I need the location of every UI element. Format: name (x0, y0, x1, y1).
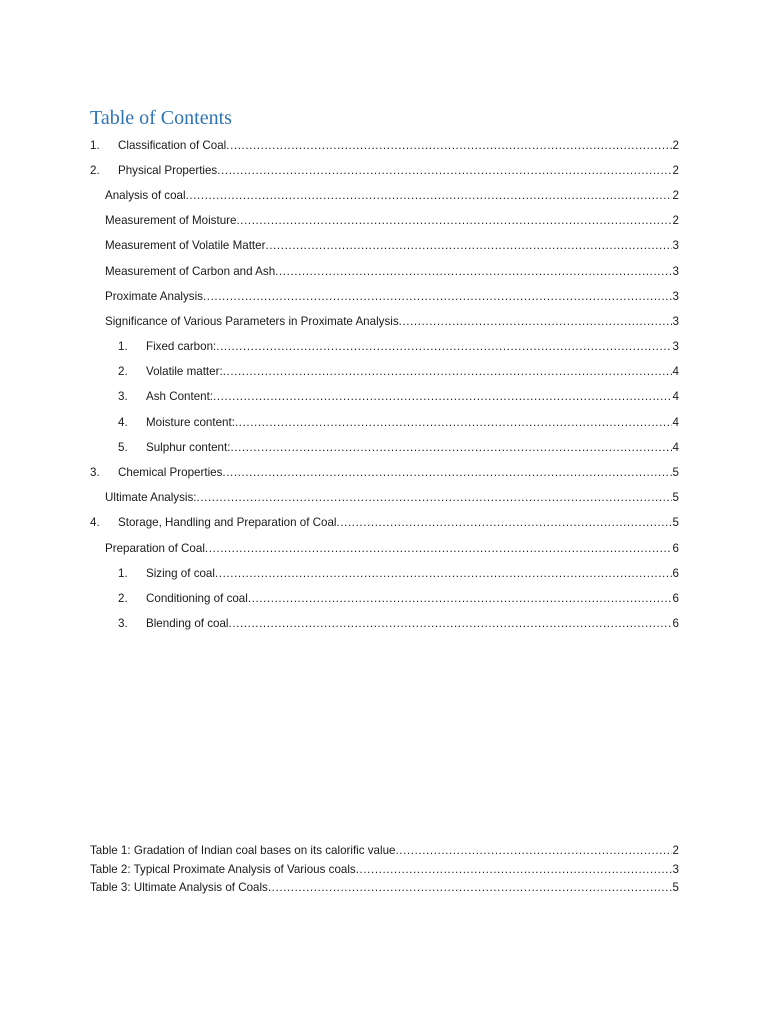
tables-entry-label: Table 3: Ultimate Analysis of Coals (90, 881, 268, 895)
toc-entry-number: 3. (118, 390, 128, 404)
toc-entry-ultimate-analysis[interactable] (90, 486, 679, 511)
toc-title: Table of Contents (90, 107, 232, 129)
toc-entry-label: Significance of Various Parameters in Proximate Analysis (105, 314, 399, 328)
toc-entry-page: 2 (672, 214, 679, 228)
dot-leader (248, 592, 672, 606)
toc-entry-label: Measurement of Moisture (105, 214, 237, 228)
dot-leader (265, 239, 671, 253)
dot-leader (395, 844, 671, 858)
dot-leader (216, 340, 671, 354)
toc-entry-page: 6 (672, 591, 679, 605)
toc-entry-number: 1. (90, 138, 100, 152)
toc-entry-label: Classification of Coal (118, 138, 227, 152)
toc-entry-page: 3 (672, 239, 679, 253)
toc-entry-measurement-of-moisture[interactable] (90, 209, 679, 234)
dot-leader (186, 189, 672, 203)
toc-entry-ash-content[interactable] (90, 385, 679, 410)
toc-entry-label: Sulphur content: (146, 440, 231, 454)
toc-entry-label: Moisture content: (146, 415, 235, 429)
tables-entry-1[interactable] (90, 842, 679, 861)
toc-entry-label: Ultimate Analysis: (105, 491, 197, 505)
toc-entry-label: Preparation of Coal (105, 541, 205, 555)
toc-entry-label: Blending of coal (146, 617, 229, 631)
toc-entry-number: 3. (118, 617, 128, 631)
toc-entry-label: Sizing of coal (146, 566, 215, 580)
toc-entry-measurement-of-volatile-matter[interactable] (90, 234, 679, 259)
toc-entry-number: 2. (90, 163, 100, 177)
dot-leader (222, 466, 671, 480)
toc-entry-page: 6 (672, 617, 679, 631)
dot-leader (399, 315, 672, 329)
toc-entry-physical-properties[interactable] (90, 158, 679, 183)
dot-leader (235, 416, 672, 430)
dot-leader (223, 365, 672, 379)
toc-entry-label: Proximate Analysis (105, 289, 203, 303)
toc-entry-label: Measurement of Carbon and Ash (105, 264, 276, 278)
dot-leader (197, 491, 672, 505)
toc-entry-page: 2 (672, 163, 679, 177)
tables-entry-page: 3 (672, 862, 679, 876)
tables-entry-page: 2 (672, 844, 679, 858)
toc-entry-number: 5. (118, 440, 128, 454)
toc-entry-number: 2. (118, 365, 128, 379)
toc-entry-analysis-of-coal[interactable] (90, 183, 679, 208)
toc-entry-chemical-properties[interactable] (90, 460, 679, 485)
toc-entry-label: Chemical Properties (118, 466, 223, 480)
toc-entry-storage-handling[interactable] (90, 511, 679, 536)
toc-entry-label: Analysis of coal (105, 188, 186, 202)
toc-entry-moisture-content[interactable] (90, 410, 679, 435)
toc-entry-page: 2 (672, 138, 679, 152)
dot-leader (215, 567, 672, 581)
toc-entry-label: Fixed carbon: (146, 340, 217, 354)
dot-leader (236, 214, 671, 228)
toc-entry-sulphur-content[interactable] (90, 435, 679, 460)
toc-entry-number: 4. (118, 415, 128, 429)
dot-leader (337, 516, 672, 530)
toc-entry-sizing-of-coal[interactable] (90, 561, 679, 586)
tables-entry-3[interactable] (90, 879, 679, 898)
toc-entry-page: 5 (672, 491, 679, 505)
toc-entry-proximate-analysis[interactable] (90, 284, 679, 309)
dot-leader (229, 617, 672, 631)
toc-entry-number: 2. (118, 591, 128, 605)
toc-entry-page: 4 (672, 440, 679, 454)
toc-entry-label: Measurement of Volatile Matter (105, 239, 266, 253)
toc-entry-blending-of-coal[interactable] (90, 612, 679, 637)
tables-entry-label: Table 2: Typical Proximate Analysis of Various coals (90, 862, 356, 876)
toc-entry-page: 3 (672, 264, 679, 278)
dot-leader (217, 164, 671, 178)
table-of-contents (90, 133, 679, 637)
dot-leader (268, 881, 672, 895)
toc-entry-label: Ash Content: (146, 390, 214, 404)
table-of-figures (90, 842, 679, 898)
toc-entry-page: 5 (672, 466, 679, 480)
dot-leader (226, 139, 671, 153)
toc-entry-volatile-matter[interactable] (90, 360, 679, 385)
toc-entry-conditioning-of-coal[interactable] (90, 586, 679, 611)
tables-entry-label: Table 1: Gradation of Indian coal bases on its calorific value (90, 844, 396, 858)
dot-leader (205, 542, 672, 556)
dot-leader (230, 441, 671, 455)
toc-entry-page: 3 (672, 314, 679, 328)
dot-leader (275, 265, 671, 279)
toc-entry-number: 1. (118, 566, 128, 580)
toc-entry-label: Conditioning of coal (146, 591, 248, 605)
toc-entry-label: Volatile matter: (146, 365, 223, 379)
toc-entry-page: 4 (672, 415, 679, 429)
toc-entry-label: Storage, Handling and Preparation of Coal (118, 516, 337, 530)
dot-leader (203, 290, 672, 304)
toc-entry-page: 6 (672, 541, 679, 555)
toc-entry-page: 3 (672, 289, 679, 303)
toc-entry-significance-of-parameters[interactable] (90, 309, 679, 334)
toc-entry-measurement-of-carbon-and-ash[interactable] (90, 259, 679, 284)
toc-entry-page: 4 (672, 390, 679, 404)
toc-entry-label: Physical Properties (118, 163, 218, 177)
dot-leader (213, 390, 672, 404)
toc-entry-page: 3 (672, 340, 679, 354)
toc-entry-number: 4. (90, 516, 100, 530)
tables-entry-2[interactable] (90, 861, 679, 880)
toc-entry-fixed-carbon[interactable] (90, 335, 679, 360)
toc-entry-page: 5 (672, 516, 679, 530)
tables-entry-page: 5 (672, 881, 679, 895)
dot-leader (356, 863, 672, 877)
toc-entry-number: 1. (118, 340, 128, 354)
toc-entry-number: 3. (90, 466, 100, 480)
toc-entry-page: 2 (672, 188, 679, 202)
toc-entry-classification[interactable] (90, 133, 679, 158)
toc-entry-preparation-of-coal[interactable] (90, 536, 679, 561)
toc-entry-page: 4 (672, 365, 679, 379)
toc-entry-page: 6 (672, 566, 679, 580)
